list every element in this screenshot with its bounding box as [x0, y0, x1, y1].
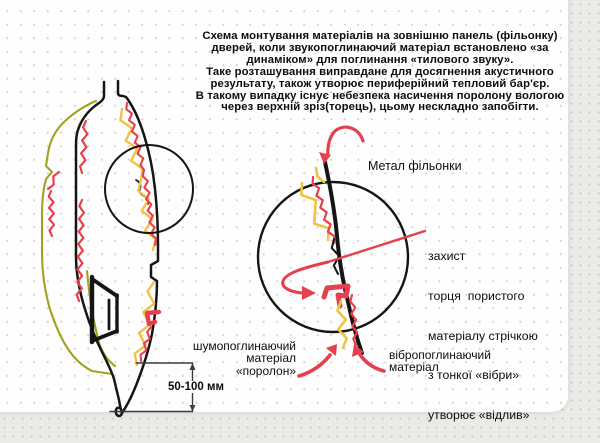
- door-left-edge: [76, 82, 122, 413]
- arrow-metal-panel: [319, 127, 363, 164]
- label-edge-protection-line: матеріалу стрічкою: [428, 328, 538, 343]
- drip-edge-tape: [147, 312, 159, 324]
- description-line: динаміком» для поглинання «тилового звуку».: [246, 53, 514, 66]
- foam-scribble: [337, 301, 346, 348]
- label-vibration-damper-line: матеріал: [389, 360, 439, 375]
- label-sound-absorber-line: «поролон»: [235, 363, 296, 378]
- door-cross-section-drawing: [76, 81, 158, 416]
- vibro-scribble: [80, 121, 87, 173]
- detail-circle-contents: [301, 162, 362, 353]
- foam-scribble: [314, 212, 328, 240]
- speaker-cone-top: [92, 279, 117, 296]
- description-text: [188, 31, 572, 114]
- label-sound-absorber-line: шумопоглинаючий: [192, 339, 296, 353]
- description-line: В такому випадку існує небезпека насичення поролону вологою: [195, 89, 565, 102]
- label-edge-protection: [428, 224, 538, 443]
- description-line: дверей, коли звукопоглинаючий матеріал встановлено «за: [211, 41, 549, 54]
- description-line: Таке розташування виправдане для досягнення акустичного: [206, 65, 554, 78]
- dimension-label: 50-100 мм: [168, 381, 225, 393]
- label-vibration-damper: [389, 349, 491, 374]
- label-edge-protection-line: з тонкої «вібри»: [428, 368, 520, 383]
- label-edge-protection-line: захист: [428, 249, 466, 264]
- leader-edge-protection: [283, 231, 425, 300]
- description-line: результату, також утворює периферійний тепловий бар'єр.: [210, 77, 550, 90]
- foam-scribble: [316, 168, 324, 182]
- label-sound-absorber: [186, 340, 296, 377]
- arrow-vibro: [352, 344, 384, 371]
- vibro-scribble: [49, 191, 54, 236]
- description-line: через верхній зріз(торець), цьому нескладно запобігти.: [221, 101, 539, 114]
- label-vibration-damper-line: вібропоглинаючий: [389, 348, 491, 362]
- label-metal-panel: Метал фільонки: [368, 159, 462, 173]
- label-edge-protection-line: торця пористого: [428, 289, 525, 304]
- inner-panel-olive-lines: [42, 101, 115, 374]
- description-line: Схема монтування матеріалів на зовнішню панель (фільонку): [202, 30, 558, 42]
- label-sound-absorber-line: матеріал: [246, 351, 296, 366]
- arrow-foam: [299, 344, 337, 376]
- label-edge-protection-line: утворює «відлив»: [428, 407, 530, 422]
- damping-material-scribbles: [48, 103, 159, 365]
